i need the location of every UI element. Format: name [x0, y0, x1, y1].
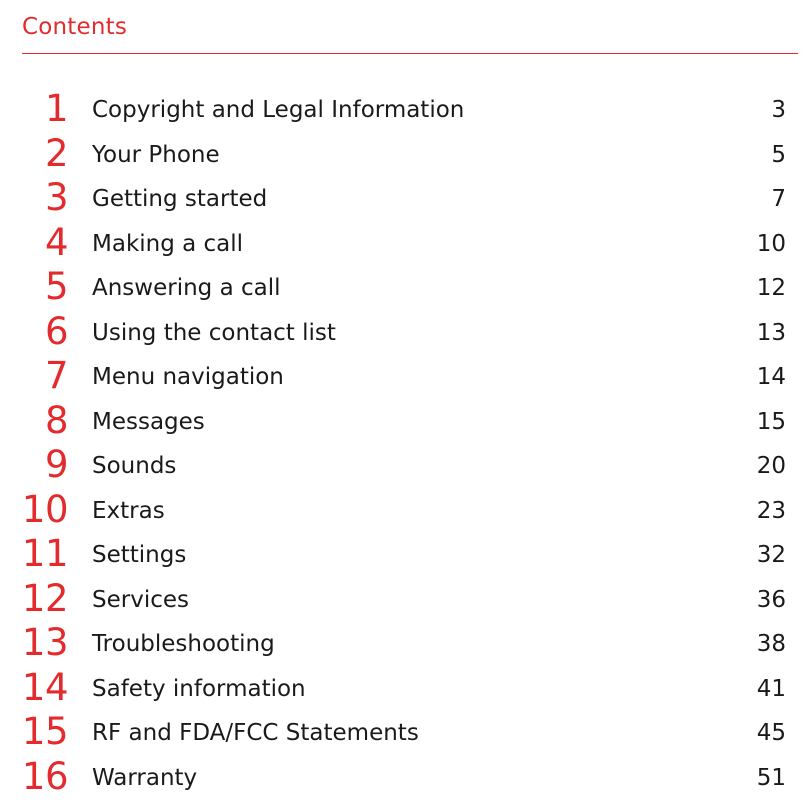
- chapter-number: 1: [44, 87, 68, 130]
- toc-entry[interactable]: [0, 354, 808, 399]
- chapter-title[interactable]: Menu navigation: [92, 364, 284, 390]
- toc-entry[interactable]: [0, 443, 808, 488]
- chapter-title[interactable]: Troubleshooting: [92, 631, 275, 657]
- toc-entry[interactable]: [0, 621, 808, 666]
- heading-divider: [22, 53, 798, 54]
- toc-entry[interactable]: [0, 221, 808, 266]
- page-number: 51: [756, 764, 786, 791]
- chapter-number: 13: [21, 621, 68, 664]
- chapter-title[interactable]: Settings: [92, 542, 187, 568]
- toc-entry[interactable]: [0, 755, 808, 800]
- toc-entry[interactable]: [0, 176, 808, 221]
- page-number: 10: [756, 230, 786, 257]
- chapter-title[interactable]: Your Phone: [92, 141, 220, 168]
- page-number: 36: [756, 586, 786, 613]
- page-number: 14: [756, 364, 786, 390]
- chapter-title[interactable]: Using the contact list: [92, 319, 336, 346]
- page-number: 20: [756, 453, 786, 479]
- toc-entry[interactable]: [0, 399, 808, 444]
- toc-entry[interactable]: [0, 132, 808, 177]
- table-of-contents: [0, 87, 808, 799]
- chapter-number: 15: [21, 710, 68, 753]
- page-title: Contents: [22, 14, 128, 40]
- chapter-title[interactable]: Answering a call: [92, 275, 281, 301]
- chapter-number: 9: [44, 443, 68, 486]
- page-number: 13: [756, 319, 786, 346]
- chapter-title[interactable]: Safety information: [92, 675, 306, 702]
- chapter-number: 3: [44, 176, 68, 219]
- chapter-title[interactable]: Warranty: [92, 764, 198, 791]
- chapter-title[interactable]: RF and FDA/FCC Statements: [92, 720, 419, 746]
- chapter-number: 14: [21, 665, 68, 709]
- page-number: 15: [756, 408, 786, 435]
- toc-entry[interactable]: [0, 666, 808, 711]
- page-number: 38: [756, 631, 786, 657]
- chapter-title[interactable]: Copyright and Legal Information: [92, 97, 465, 123]
- chapter-number: 12: [21, 576, 68, 620]
- chapter-number: 4: [44, 220, 68, 264]
- toc-entry[interactable]: [0, 265, 808, 310]
- chapter-title[interactable]: Messages: [92, 408, 205, 435]
- chapter-number: 8: [44, 398, 68, 442]
- chapter-title[interactable]: Sounds: [92, 453, 177, 479]
- page-number: 23: [756, 497, 786, 524]
- toc-entry[interactable]: [0, 710, 808, 755]
- chapter-number: 11: [21, 532, 68, 575]
- chapter-title[interactable]: Getting started: [92, 186, 268, 212]
- page-number: 41: [756, 675, 786, 702]
- chapter-title[interactable]: Extras: [92, 497, 165, 524]
- chapter-number: 16: [21, 754, 68, 798]
- page-number: 12: [756, 275, 786, 301]
- chapter-number: 10: [21, 487, 68, 531]
- page-number: 5: [771, 141, 786, 168]
- toc-entry[interactable]: [0, 577, 808, 622]
- chapter-title[interactable]: Services: [92, 586, 189, 613]
- chapter-number: 7: [44, 354, 68, 397]
- page-number: 32: [756, 542, 786, 568]
- toc-entry[interactable]: [0, 310, 808, 355]
- chapter-number: 2: [44, 131, 68, 175]
- page-number: 45: [756, 720, 786, 746]
- page-number: 3: [771, 97, 786, 123]
- toc-entry[interactable]: [0, 488, 808, 533]
- toc-entry[interactable]: [0, 532, 808, 577]
- chapter-number: 6: [44, 309, 68, 353]
- chapter-title[interactable]: Making a call: [92, 230, 244, 257]
- chapter-number: 5: [44, 265, 68, 308]
- toc-entry[interactable]: [0, 87, 808, 132]
- page-number: 7: [771, 186, 786, 212]
